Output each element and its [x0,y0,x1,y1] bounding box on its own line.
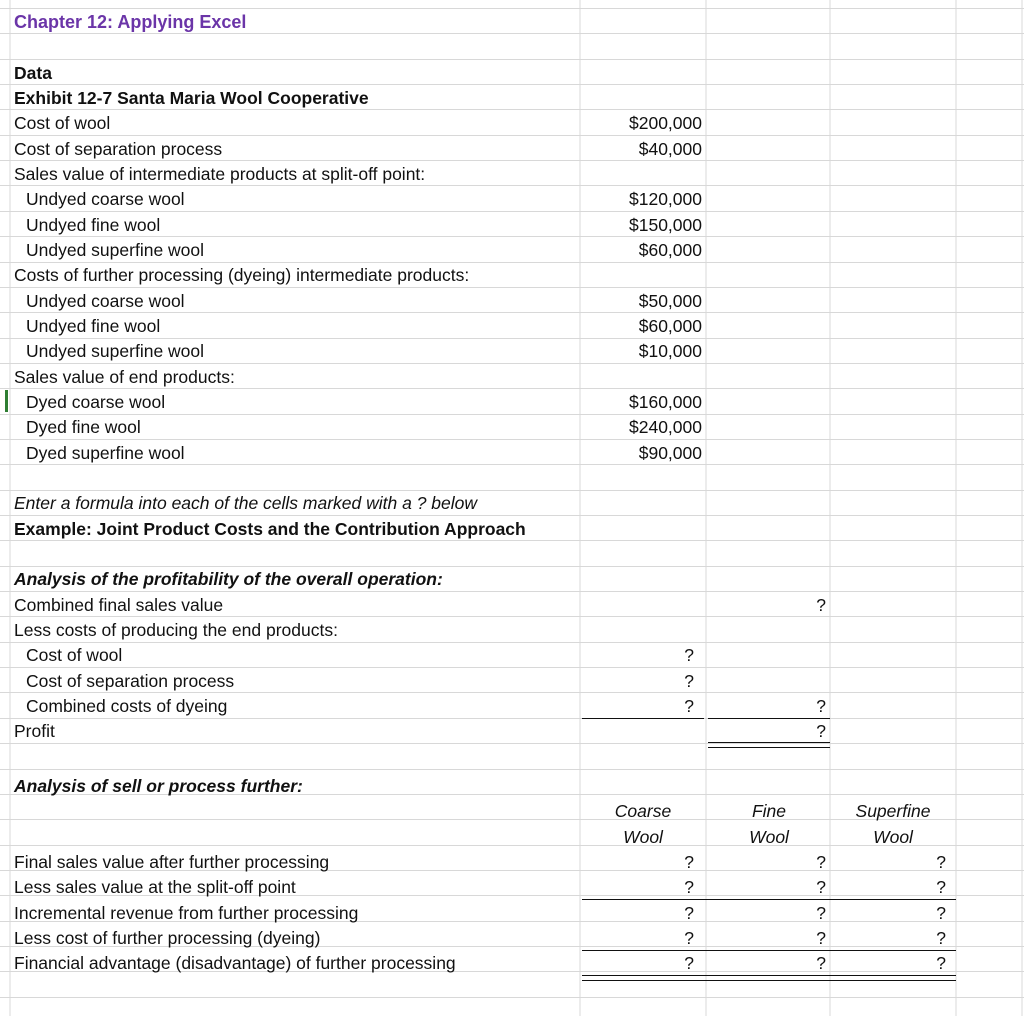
overall-cost-of-separation-value[interactable]: ? [684,671,694,691]
end-superfine-label[interactable]: Dyed superfine wool [26,443,185,463]
col-superfine-line1[interactable]: Superfine [855,801,931,821]
combined-final-sales-value[interactable]: ? [816,595,826,615]
further-fine-value[interactable]: $60,000 [638,316,702,336]
further-superfine-label[interactable]: Undyed superfine wool [26,341,205,361]
sp-row-split-off-fine[interactable]: ? [816,877,826,897]
end-fine-label[interactable]: Dyed fine wool [26,417,141,437]
further-processing-label[interactable]: Costs of further processing (dyeing) intermediate products: [14,265,470,285]
sp-row-advantage-fine[interactable]: ? [816,953,826,973]
profit-value[interactable]: ? [816,721,826,741]
advantage-double-underline [582,975,956,981]
example-title[interactable]: Example: Joint Product Costs and the Contribution Approach [14,519,526,539]
cost-of-separation-value[interactable]: $40,000 [638,139,702,159]
cost-of-wool-label[interactable]: Cost of wool [14,113,111,133]
instruction-text[interactable]: Enter a formula into each of the cells marked with a ? below [14,493,478,513]
sp-row-split-off-superfine[interactable]: ? [936,877,946,897]
sp-row-final-sales-superfine[interactable]: ? [936,852,946,872]
col-coarse-line1[interactable]: Coarse [614,801,672,821]
sp-row-split-off-label[interactable]: Less sales value at the split-off point [14,877,296,897]
sell-or-process-heading[interactable]: Analysis of sell or process further: [14,776,303,796]
advantage-rule [582,950,956,951]
further-superfine-value[interactable]: $10,000 [638,341,702,361]
further-fine-label[interactable]: Undyed fine wool [26,316,161,336]
profit-label[interactable]: Profit [14,721,55,741]
overall-subtotal-rule [582,718,704,719]
exhibit-title[interactable]: Exhibit 12-7 Santa Maria Wool Cooperative [14,88,369,108]
further-coarse-value[interactable]: $50,000 [638,291,702,311]
sp-row-dyeing-cost-coarse[interactable]: ? [684,928,694,948]
sp-row-final-sales-coarse[interactable]: ? [684,852,694,872]
cost-of-separation-label[interactable]: Cost of separation process [14,139,223,159]
sp-row-advantage-coarse[interactable]: ? [684,953,694,973]
cost-of-wool-value[interactable]: $200,000 [629,113,702,133]
split-off-label[interactable]: Sales value of intermediate products at split-off point: [14,164,426,184]
overall-cost-of-wool-value[interactable]: ? [684,645,694,665]
sp-row-advantage-superfine[interactable]: ? [936,953,946,973]
col-coarse-line2[interactable]: Wool [623,827,663,847]
sp-row-incremental-coarse[interactable]: ? [684,903,694,923]
overall-heading[interactable]: Analysis of the profitability of the overall operation: [14,569,443,589]
end-fine-value[interactable]: $240,000 [629,417,702,437]
overall-total-rule [708,718,830,719]
col-fine-line2[interactable]: Wool [749,827,789,847]
sheet-title[interactable]: Chapter 12: Applying Excel [14,12,247,32]
overall-cost-of-wool-label[interactable]: Cost of wool [26,645,123,665]
data-heading[interactable]: Data [14,63,52,83]
split-off-fine-label[interactable]: Undyed fine wool [26,215,161,235]
overall-cost-of-separation-label[interactable]: Cost of separation process [26,671,235,691]
end-superfine-value[interactable]: $90,000 [638,443,702,463]
incremental-revenue-rule [582,899,956,900]
split-off-superfine-label[interactable]: Undyed superfine wool [26,240,205,260]
sp-row-advantage-label[interactable]: Financial advantage (disadvantage) of further processing [14,953,456,973]
col-fine-line1[interactable]: Fine [751,801,787,821]
active-cell-indicator [5,390,8,412]
split-off-coarse-label[interactable]: Undyed coarse wool [26,189,185,209]
combined-costs-total[interactable]: ? [816,696,826,716]
sp-row-dyeing-cost-fine[interactable]: ? [816,928,826,948]
split-off-superfine-value[interactable]: $60,000 [638,240,702,260]
profit-double-underline [708,742,830,748]
combined-final-sales-label[interactable]: Combined final sales value [14,595,224,615]
combined-dyeing-value[interactable]: ? [684,696,694,716]
sp-row-final-sales-fine[interactable]: ? [816,852,826,872]
sp-row-incremental-fine[interactable]: ? [816,903,826,923]
col-superfine-line2[interactable]: Wool [873,827,913,847]
combined-dyeing-label[interactable]: Combined costs of dyeing [26,696,228,716]
sp-row-dyeing-cost-label[interactable]: Less cost of further processing (dyeing) [14,928,321,948]
split-off-fine-value[interactable]: $150,000 [629,215,702,235]
end-coarse-label[interactable]: Dyed coarse wool [26,392,166,412]
further-coarse-label[interactable]: Undyed coarse wool [26,291,185,311]
end-products-label[interactable]: Sales value of end products: [14,367,235,387]
end-coarse-value[interactable]: $160,000 [629,392,702,412]
split-off-coarse-value[interactable]: $120,000 [629,189,702,209]
less-costs-label[interactable]: Less costs of producing the end products: [14,620,338,640]
sp-row-incremental-label[interactable]: Incremental revenue from further processing [14,903,359,923]
sp-row-final-sales-label[interactable]: Final sales value after further processing [14,852,330,872]
sp-row-split-off-coarse[interactable]: ? [684,877,694,897]
sp-row-dyeing-cost-superfine[interactable]: ? [936,928,946,948]
sp-row-incremental-superfine[interactable]: ? [936,903,946,923]
